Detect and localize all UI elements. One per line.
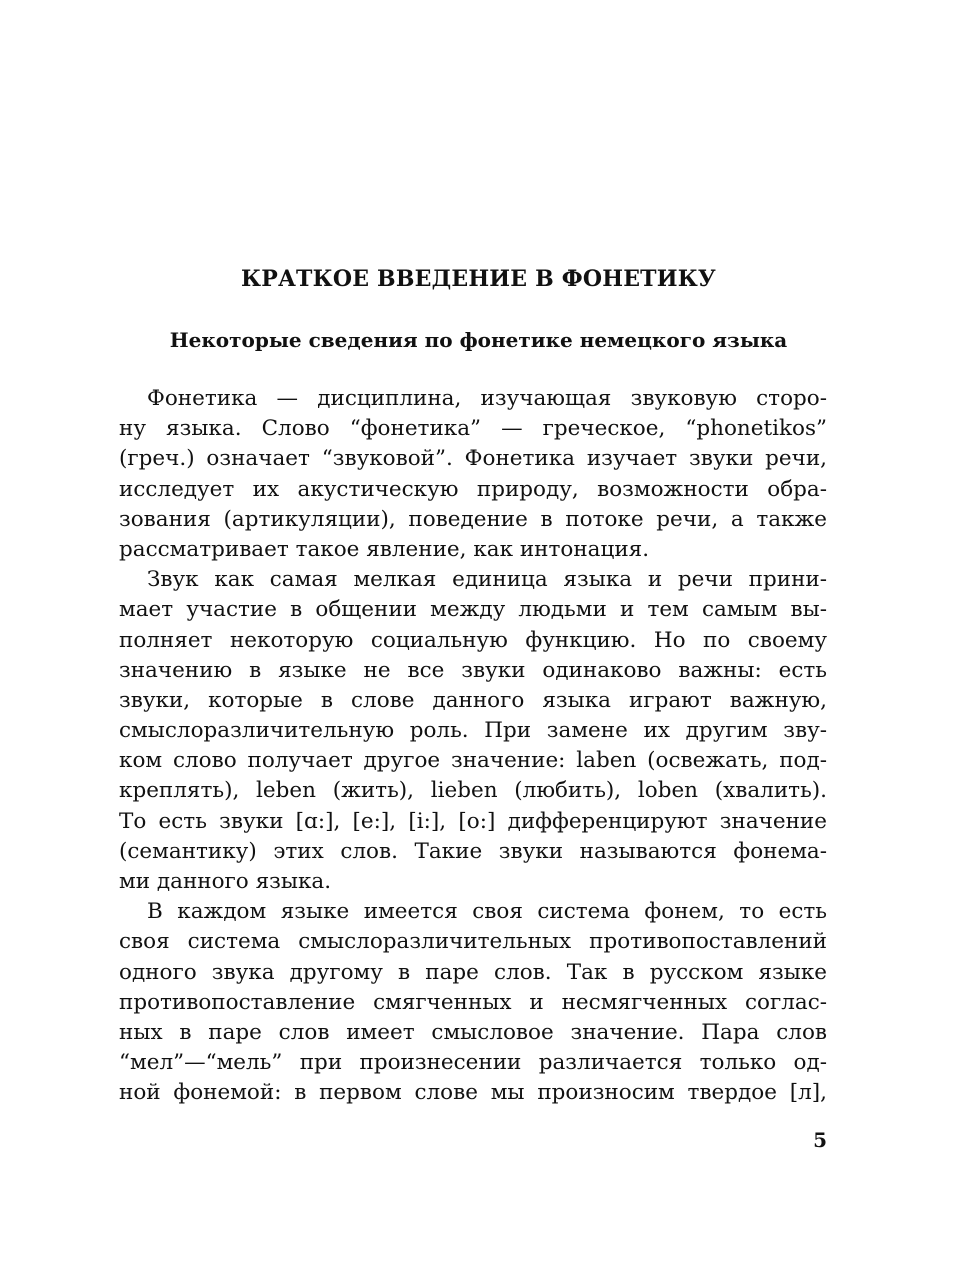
text-line: Фонетика — дисциплина, изучающая звуковую сторо- <box>147 386 827 411</box>
page-title: КРАТКОЕ ВВЕДЕНИЕ В ФОНЕТИКУ <box>240 266 716 292</box>
text-line: звуки, которые в слове данного языка играют важную, <box>119 687 827 713</box>
text-line: ных в паре слов имеет смысловое значение. Пара слов <box>119 1019 827 1045</box>
text-line: креплять), leben (жить), lieben (любить), loben (хвалить). <box>119 778 827 804</box>
text-line: Звук как самая мелкая единица языка и речи прини- <box>147 567 827 593</box>
text-line: противопоставление смягченных и несмягченных соглас- <box>119 989 827 1015</box>
text-line: ной фонемой: в первом слове мы произносим твердое [л], <box>119 1080 827 1106</box>
text-line: ком слово получает другое значение: laben (освежать, под- <box>119 748 827 774</box>
text-line: В каждом языке имеется своя система фонем, то есть <box>147 899 827 925</box>
text-line: (семантику) этих слов. Такие звуки называются фонема- <box>119 838 827 864</box>
text-line: смыслоразличительную роль. При замене их другим зву- <box>119 718 827 744</box>
text-line: ми данного языка. <box>119 869 332 894</box>
text-line: своя система смыслоразличительных противопоставлений <box>119 929 827 955</box>
text-line: рассматривает такое явление, как интонация. <box>119 536 650 562</box>
text-line: (греч.) означает “звуковой”. Фонетика изучает звуки речи, <box>119 446 827 472</box>
body-text <box>119 384 827 1109</box>
text-line: мает участие в общении между людьми и тем самым вы- <box>119 597 827 623</box>
text-line: “мел”—“мель” при произнесении различается только од- <box>119 1050 827 1076</box>
text-line: полняет некоторую социальную функцию. Но по своему <box>119 627 827 653</box>
text-line: одного звука другому в паре слов. Так в русском языке <box>119 959 827 985</box>
text-line: исследует их акустическую природу, возможности обра- <box>119 476 827 502</box>
text-line: ну языка. Слово “фонетика” — греческое, “phonetikos” <box>119 416 827 442</box>
text-line: То есть звуки [ɑ:], [e:], [i:], [o:] дифференцируют значение <box>119 808 827 834</box>
section-subtitle: Некоторые сведения по фонетике немецкого языка <box>169 328 788 352</box>
text-line: значению в языке не все звуки одинаково важны: есть <box>119 657 827 683</box>
page-number: 5 <box>813 1128 827 1152</box>
text-line: зования (артикуляции), поведение в потоке речи, а также <box>119 506 827 532</box>
